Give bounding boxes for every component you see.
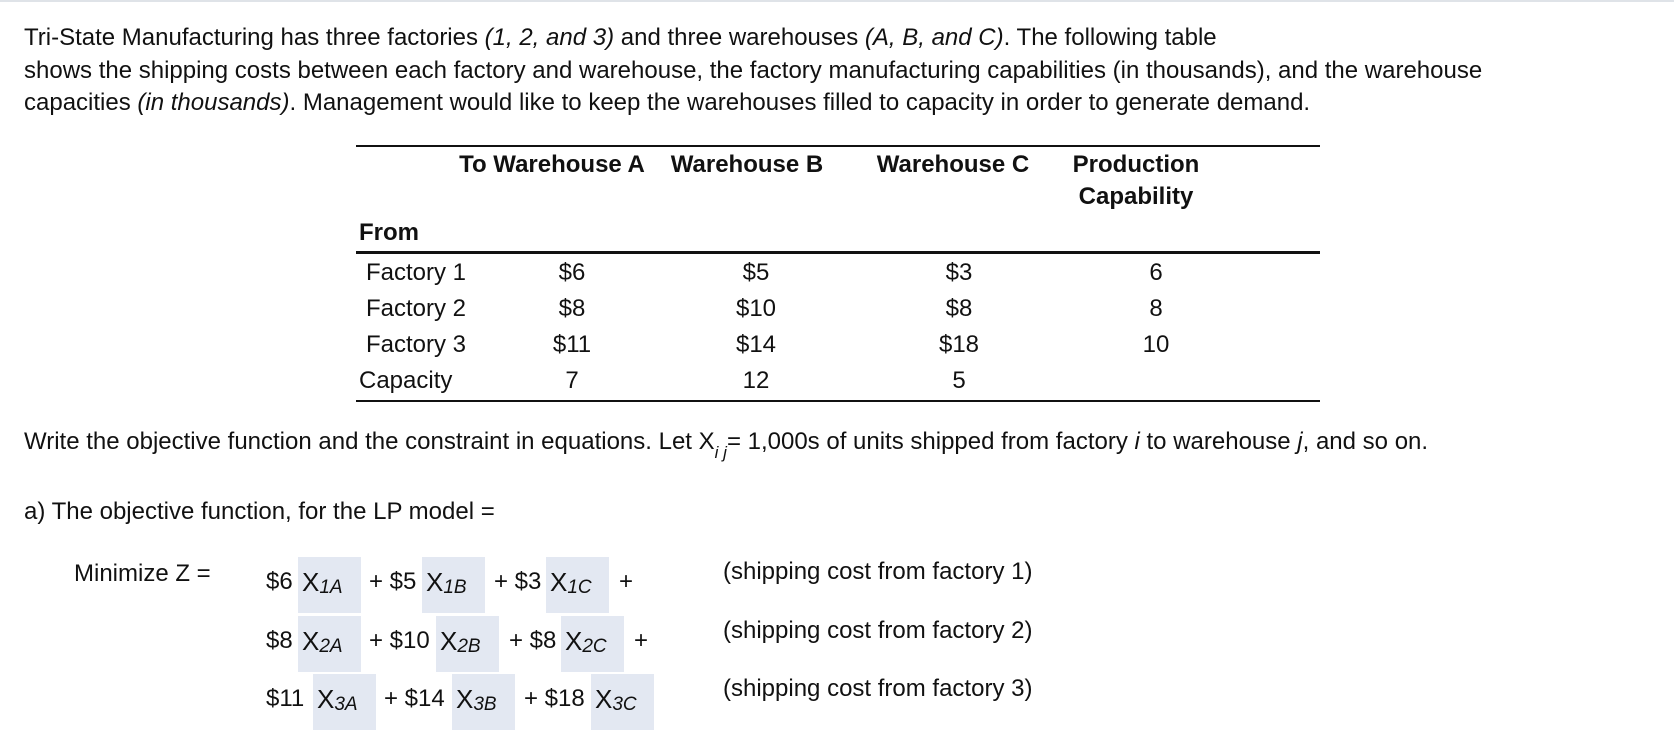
instruction-text (24, 428, 1429, 462)
coef-3a: $11 (266, 685, 305, 712)
top-divider (0, 0, 1674, 2)
intro-italic: (A, B, and C) (864, 24, 1004, 51)
instruction-italic-j: j (1297, 428, 1303, 455)
var-3a: $X_{3A}$ (317, 684, 358, 715)
cost-3b: $14 (735, 331, 777, 358)
minimize-label: Minimize Z = (74, 560, 211, 587)
intro-line-1 (24, 22, 1654, 55)
cost-1c: $3 (945, 259, 973, 286)
instruction-part: to warehouse (1139, 428, 1298, 455)
capacity-c: 5 (952, 367, 966, 394)
intro-text: . Management would like to keep the warehouses filled to capacity in order to generate demand. (289, 89, 1311, 116)
var-3c: $X_{3C}$ (595, 684, 637, 715)
coef-1a: $6 (266, 568, 293, 595)
cost-1b: $5 (742, 259, 770, 286)
var-3b: $X_{3B}$ (456, 684, 497, 715)
intro-line-2: shows the shipping costs between each factory and warehouse, the factory manufacturing capabilities (in thousands), and the warehouse (24, 56, 1483, 84)
header-from: From (359, 219, 419, 246)
plus-row-2: + (634, 627, 649, 654)
intro-text: Tri-State Manufacturing has three factories (24, 24, 485, 51)
problem-statement (24, 22, 1654, 120)
instruction-part: , and so on. (1302, 428, 1429, 455)
coef-2a: $8 (266, 627, 293, 654)
table-top-rule (356, 145, 1320, 147)
instruction-part: = 1,000s of units shipped from factory (726, 428, 1135, 455)
header-capability: Capability (1078, 183, 1194, 210)
intro-text: capacities (24, 89, 138, 116)
intro-line-3 (24, 87, 1654, 120)
var-2b: $X_{2B}$ (440, 626, 481, 657)
cost-1a: $6 (558, 259, 586, 286)
var-1b: $X_{1B}$ (426, 567, 467, 598)
shipping-cost-table (356, 145, 1320, 403)
coef-2b: + $10 (369, 627, 430, 654)
var-2c: $X_{2C}$ (565, 626, 607, 657)
cost-2b: $10 (735, 295, 777, 322)
instruction-italic-i: i (1134, 428, 1140, 455)
intro-italic: (1, 2, and 3) (484, 24, 615, 51)
capacity-a: 7 (565, 367, 579, 394)
instruction-subscript: i j (714, 443, 727, 462)
instruction-part: Write the objective function and the constraint in equations. Let X (24, 428, 715, 455)
table-bottom-rule (356, 400, 1320, 402)
note-factory-3: (shipping cost from factory 3) (723, 675, 1033, 702)
coef-2c: + $8 (509, 627, 557, 654)
cost-3a: $11 (552, 331, 592, 358)
header-warehouse-c: Warehouse C (876, 151, 1030, 178)
note-factory-1: (shipping cost from factory 1) (723, 558, 1033, 585)
capacity-b: 12 (742, 367, 770, 394)
intro-italic: (in thousands) (137, 89, 290, 116)
coef-3b: + $14 (384, 685, 445, 712)
row-label-factory-2: Factory 2 (366, 295, 467, 322)
cost-2c: $8 (945, 295, 973, 322)
header-to-warehouse-a: To Warehouse A (459, 151, 645, 178)
coef-1c: + $3 (494, 568, 542, 595)
cost-2a: $8 (558, 295, 586, 322)
row-label-factory-3: Factory 3 (366, 331, 467, 358)
intro-text: and three warehouses (614, 24, 865, 51)
coef-3c: + $18 (524, 685, 585, 712)
row-label-capacity: Capacity (359, 367, 453, 394)
plus-row-1: + (619, 568, 634, 595)
intro-text: . The following table (1003, 24, 1217, 51)
prod-1: 6 (1149, 259, 1163, 286)
var-1a: $X_{1A}$ (302, 567, 343, 598)
part-a-label: a) The objective function, for the LP model = (24, 498, 495, 525)
prod-3: 10 (1142, 331, 1170, 358)
header-warehouse-b: Warehouse B (670, 151, 824, 178)
var-2a: $X_{2A}$ (302, 626, 343, 657)
note-factory-2: (shipping cost from factory 2) (723, 617, 1033, 644)
table-header-rule (356, 251, 1320, 254)
coef-1b: + $5 (369, 568, 417, 595)
var-1c: $X_{1C}$ (550, 567, 592, 598)
cost-3c: $18 (938, 331, 980, 358)
row-label-factory-1: Factory 1 (366, 259, 467, 286)
prod-2: 8 (1149, 295, 1163, 322)
header-production: Production (1072, 151, 1200, 178)
